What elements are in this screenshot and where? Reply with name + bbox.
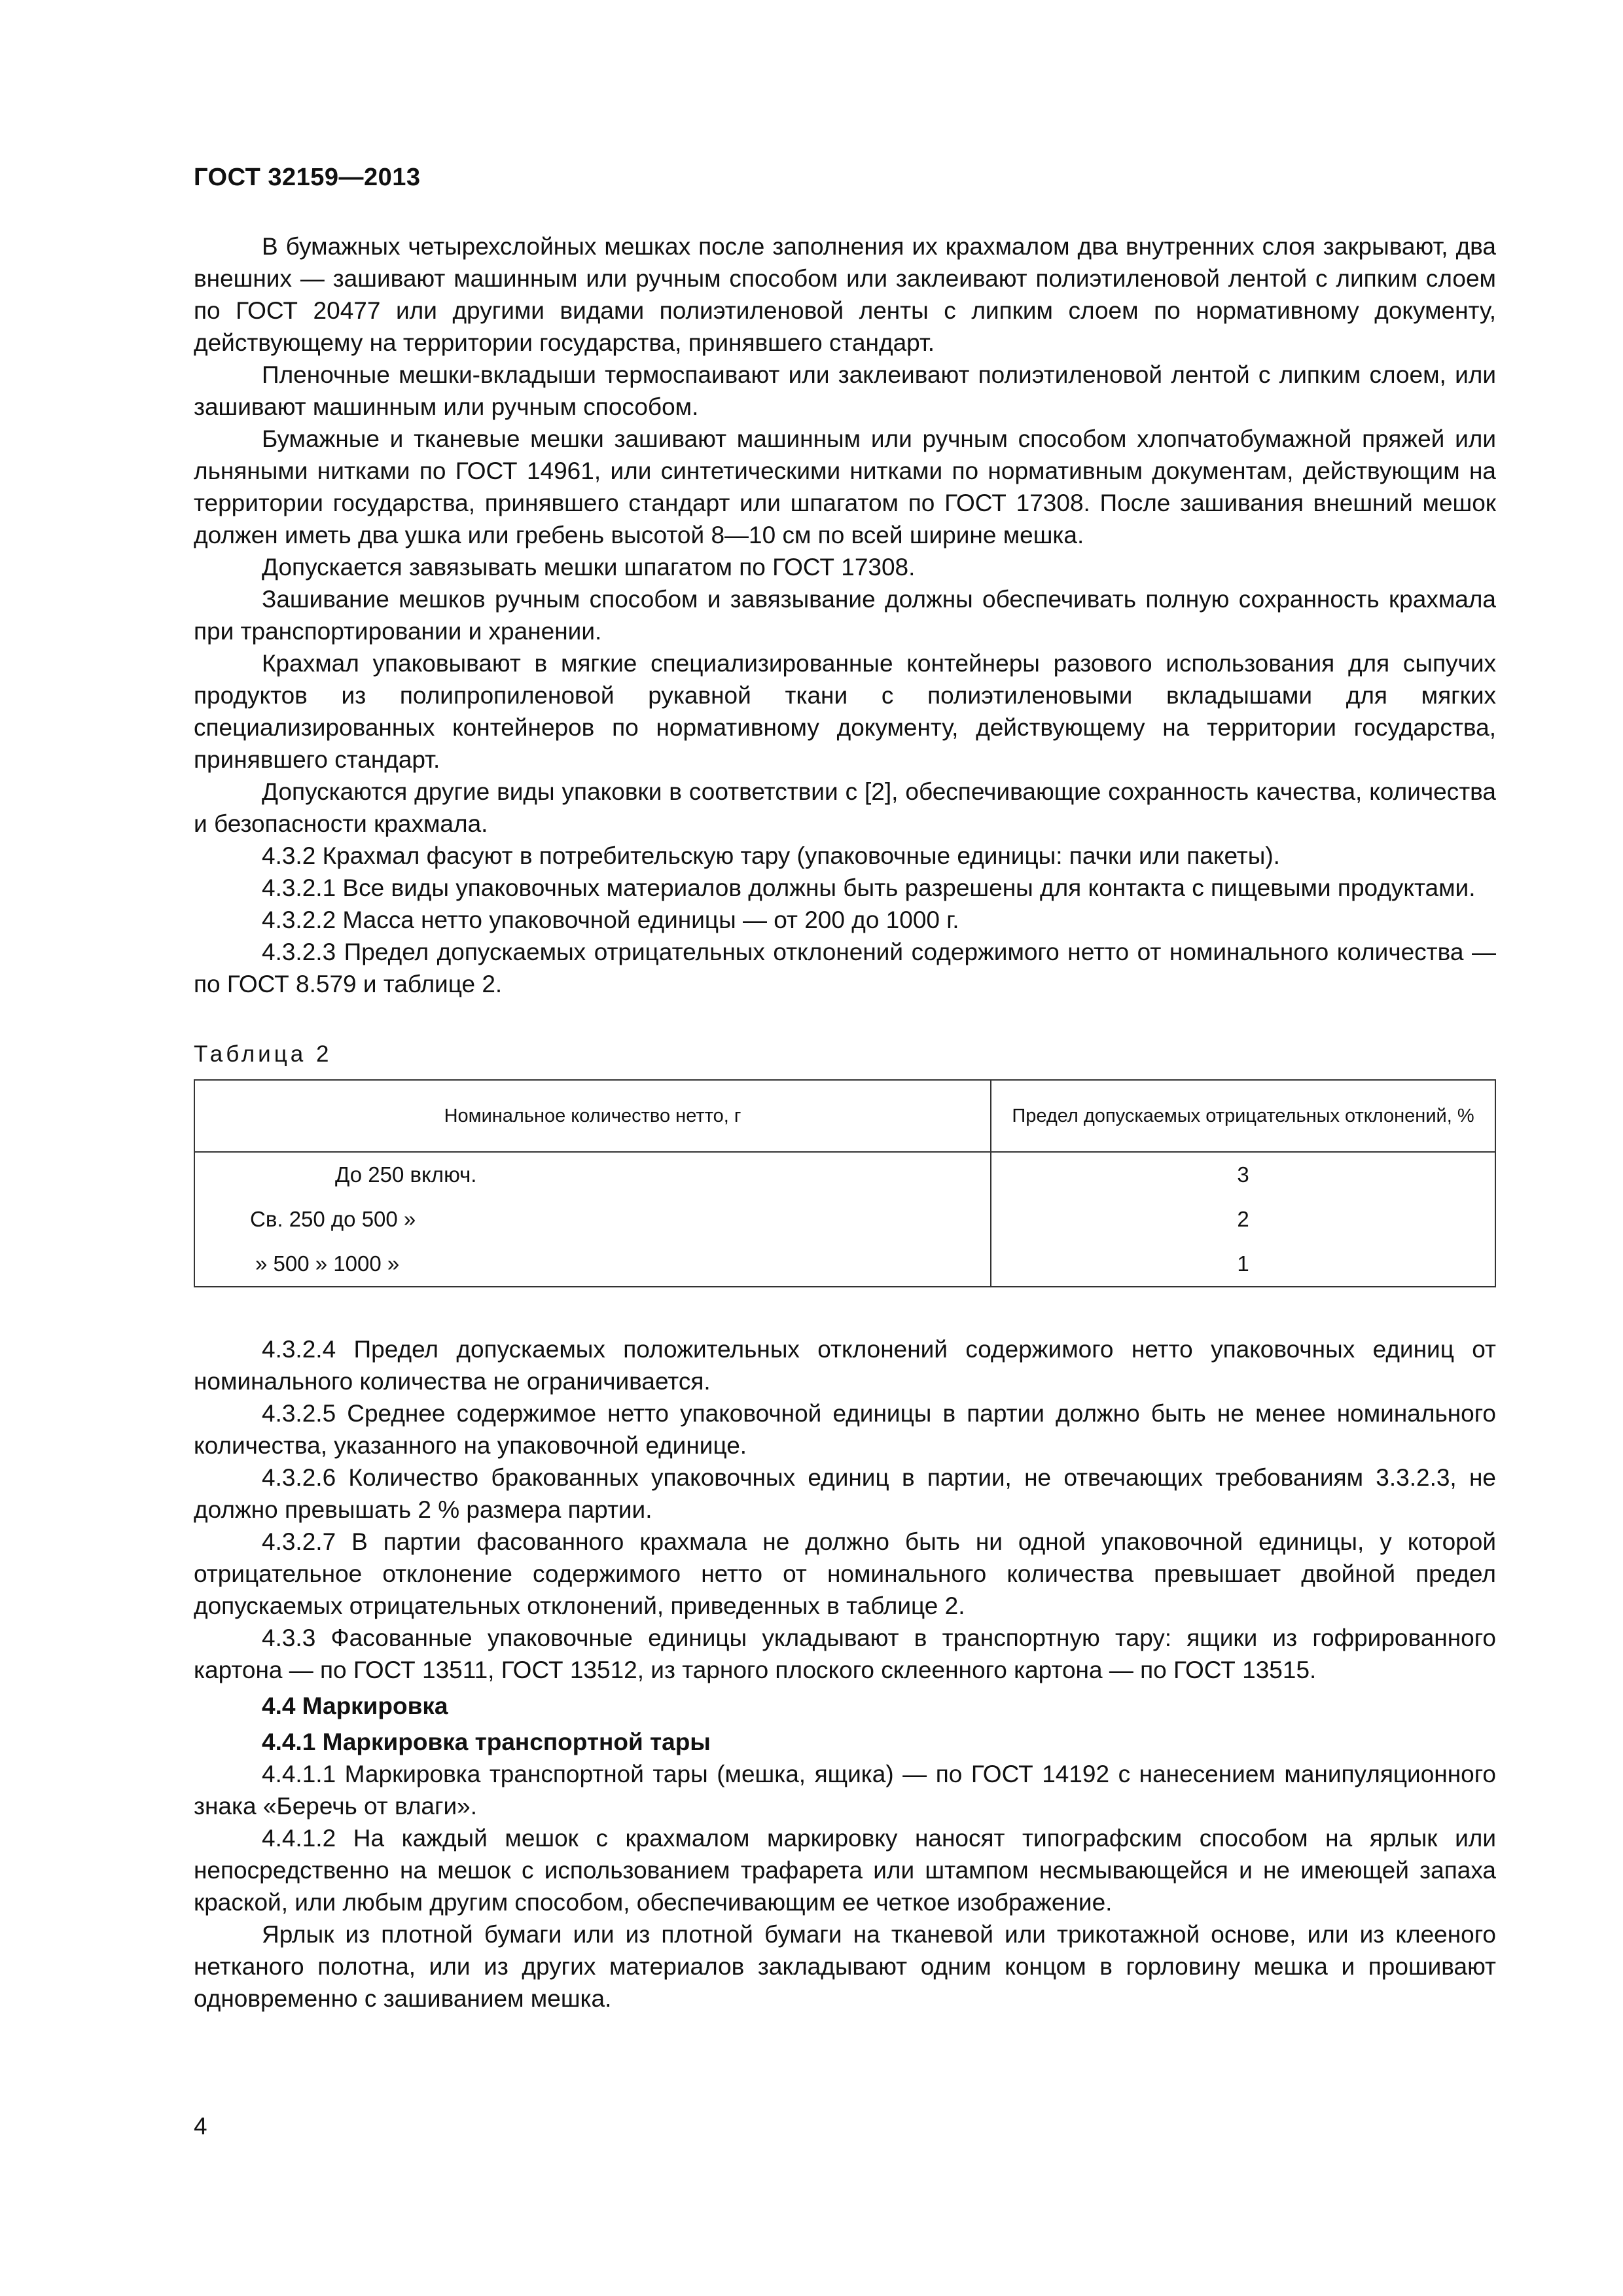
clause-4-3-2-2: 4.3.2.2 Масса нетто упаковочной единицы — от 200 до 1000 г.	[262, 906, 959, 933]
paragraph: Зашивание мешков ручным способом и завязывание должны обеспечивать полную сохранность крахмала при транспортировании и хранении.	[194, 586, 1496, 645]
clause-4-3-2-6: 4.3.2.6 Количество бракованных упаковочных единиц в партии, не отвечающих требованиям 3.3.2.3, не должно превышать 2 % размера партии.	[194, 1464, 1496, 1523]
table-row	[194, 1152, 1495, 1197]
clause-4-3-2-1: 4.3.2.1 Все виды упаковочных материалов должны быть разрешены для контакта с пищевыми продуктами.	[262, 874, 1476, 901]
tolerance-table	[194, 1079, 1496, 1287]
paragraph: Ярлык из плотной бумаги или из плотной бумаги на тканевой или трикотажной основе, или из клееного нетканого полотна, или из других материалов закладывают одним концом в горловину мешка и прошивают одновременно с зашиванием мешка.	[194, 1921, 1496, 2012]
table-caption: Таблица 2	[194, 1041, 332, 1067]
section-heading-4-4-1: 4.4.1 Маркировка транспортной тары	[262, 1729, 711, 1755]
paragraph: Бумажные и тканевые мешки зашивают машинным или ручным способом хлопчатобумажной пряжей или льняными нитками по ГОСТ 14961, или синтетическими нитками по нормативным документам, действующим на территории государства, принявшего стандарт или шпагатом по ГОСТ 17308. После зашивания внешний мешок должен иметь два ушка или гребень высотой 8—10 см по всей ширине мешка.	[194, 425, 1496, 548]
paragraph: Пленочные мешки-вкладыши термоспаивают или заклеивают полиэтиленовой лентой с липким слоем, или зашивают машинным или ручным способом.	[194, 361, 1496, 420]
table-row	[194, 1242, 1495, 1287]
clause-4-4-1-1: 4.4.1.1 Маркировка транспортной тары (мешка, ящика) — по ГОСТ 14192 с нанесением манипуляционного знака «Беречь от влаги».	[194, 1761, 1496, 1820]
document-body	[194, 230, 1496, 2015]
table-cell-tolerance: 3	[991, 1152, 1495, 1197]
table-cell-quantity: До 250 включ.	[194, 1152, 991, 1197]
paragraph: Допускаются другие виды упаковки в соответствии с [2], обеспечивающие сохранность качества, количества и безопасности крахмала.	[194, 778, 1496, 837]
clause-4-3-2-3: 4.3.2.3 Предел допускаемых отрицательных отклонений содержимого нетто от номинального количества — по ГОСТ 8.579 и таблице 2.	[194, 939, 1496, 997]
table-header-tolerance: Предел допускаемых отрицательных отклонений, %	[991, 1080, 1495, 1152]
table-cell-quantity: Св. 250 до 500 »	[194, 1197, 991, 1242]
table-header-row	[194, 1080, 1495, 1152]
table-header-nominal-quantity: Номинальное количество нетто, г	[194, 1080, 991, 1152]
table-cell-tolerance: 2	[991, 1197, 1495, 1242]
clause-4-3-2-5: 4.3.2.5 Среднее содержимое нетто упаковочной единицы в партии должно быть не менее номинального количества, указанного на упаковочной единице.	[194, 1400, 1496, 1459]
paragraph: Допускается завязывать мешки шпагатом по ГОСТ 17308.	[262, 554, 916, 581]
paragraph: В бумажных четырехслойных мешках после заполнения их крахмалом два внутренних слоя закрывают, два внешних — зашивают машинным или ручным способом или заклеивают полиэтиленовой лентой с липким слоем по ГОСТ 20477 или другими видами полиэтиленовой ленты с липким слоем по нормативному документу, действующему на территории государства, принявшего стандарт.	[194, 233, 1496, 356]
clause-4-3-3: 4.3.3 Фасованные упаковочные единицы укладывают в транспортную тару: ящики из гофрированного картона — по ГОСТ 13511, ГОСТ 13512, из тарного плоского склеенного картона — по ГОСТ 13515.	[194, 1624, 1496, 1683]
clause-4-3-2-7: 4.3.2.7 В партии фасованного крахмала не должно быть ни одной упаковочной единицы, у которой отрицательное отклонение содержимого нетто от номинального количества превышает двойной предел допускаемых отрицательных отклонений, приведенных в таблице 2.	[194, 1528, 1496, 1619]
document-id-header: ГОСТ 32159—2013	[194, 164, 421, 191]
paragraph: Крахмал упаковывают в мягкие специализированные контейнеры разового использования для сыпучих продуктов из полипропиленовой рукавной ткани с полиэтиленовыми вкладышами для мягких специализированных контейнеров по нормативному документу, действующему на территории государства, принявшего стандарт.	[194, 650, 1496, 773]
clause-4-4-1-2: 4.4.1.2 На каждый мешок с крахмалом маркировку наносят типографским способом на ярлык или непосредственно на мешок с использованием трафарета или штампом несмывающейся и не имеющей запаха краской, или любым другим способом, обеспечивающим ее четкое изображение.	[194, 1825, 1496, 1916]
table-cell-tolerance: 1	[991, 1242, 1495, 1287]
clause-4-3-2-4: 4.3.2.4 Предел допускаемых положительных отклонений содержимого нетто упаковочных единиц от номинального количества не ограничивается.	[194, 1336, 1496, 1395]
table-cell-quantity: » 500 » 1000 »	[194, 1242, 991, 1287]
page-number: 4	[194, 2113, 207, 2140]
section-heading-4-4: 4.4 Маркировка	[262, 1693, 448, 1719]
table-row	[194, 1197, 1495, 1242]
clause-4-3-2: 4.3.2 Крахмал фасуют в потребительскую тару (упаковочные единицы: пачки или пакеты).	[262, 842, 1280, 869]
